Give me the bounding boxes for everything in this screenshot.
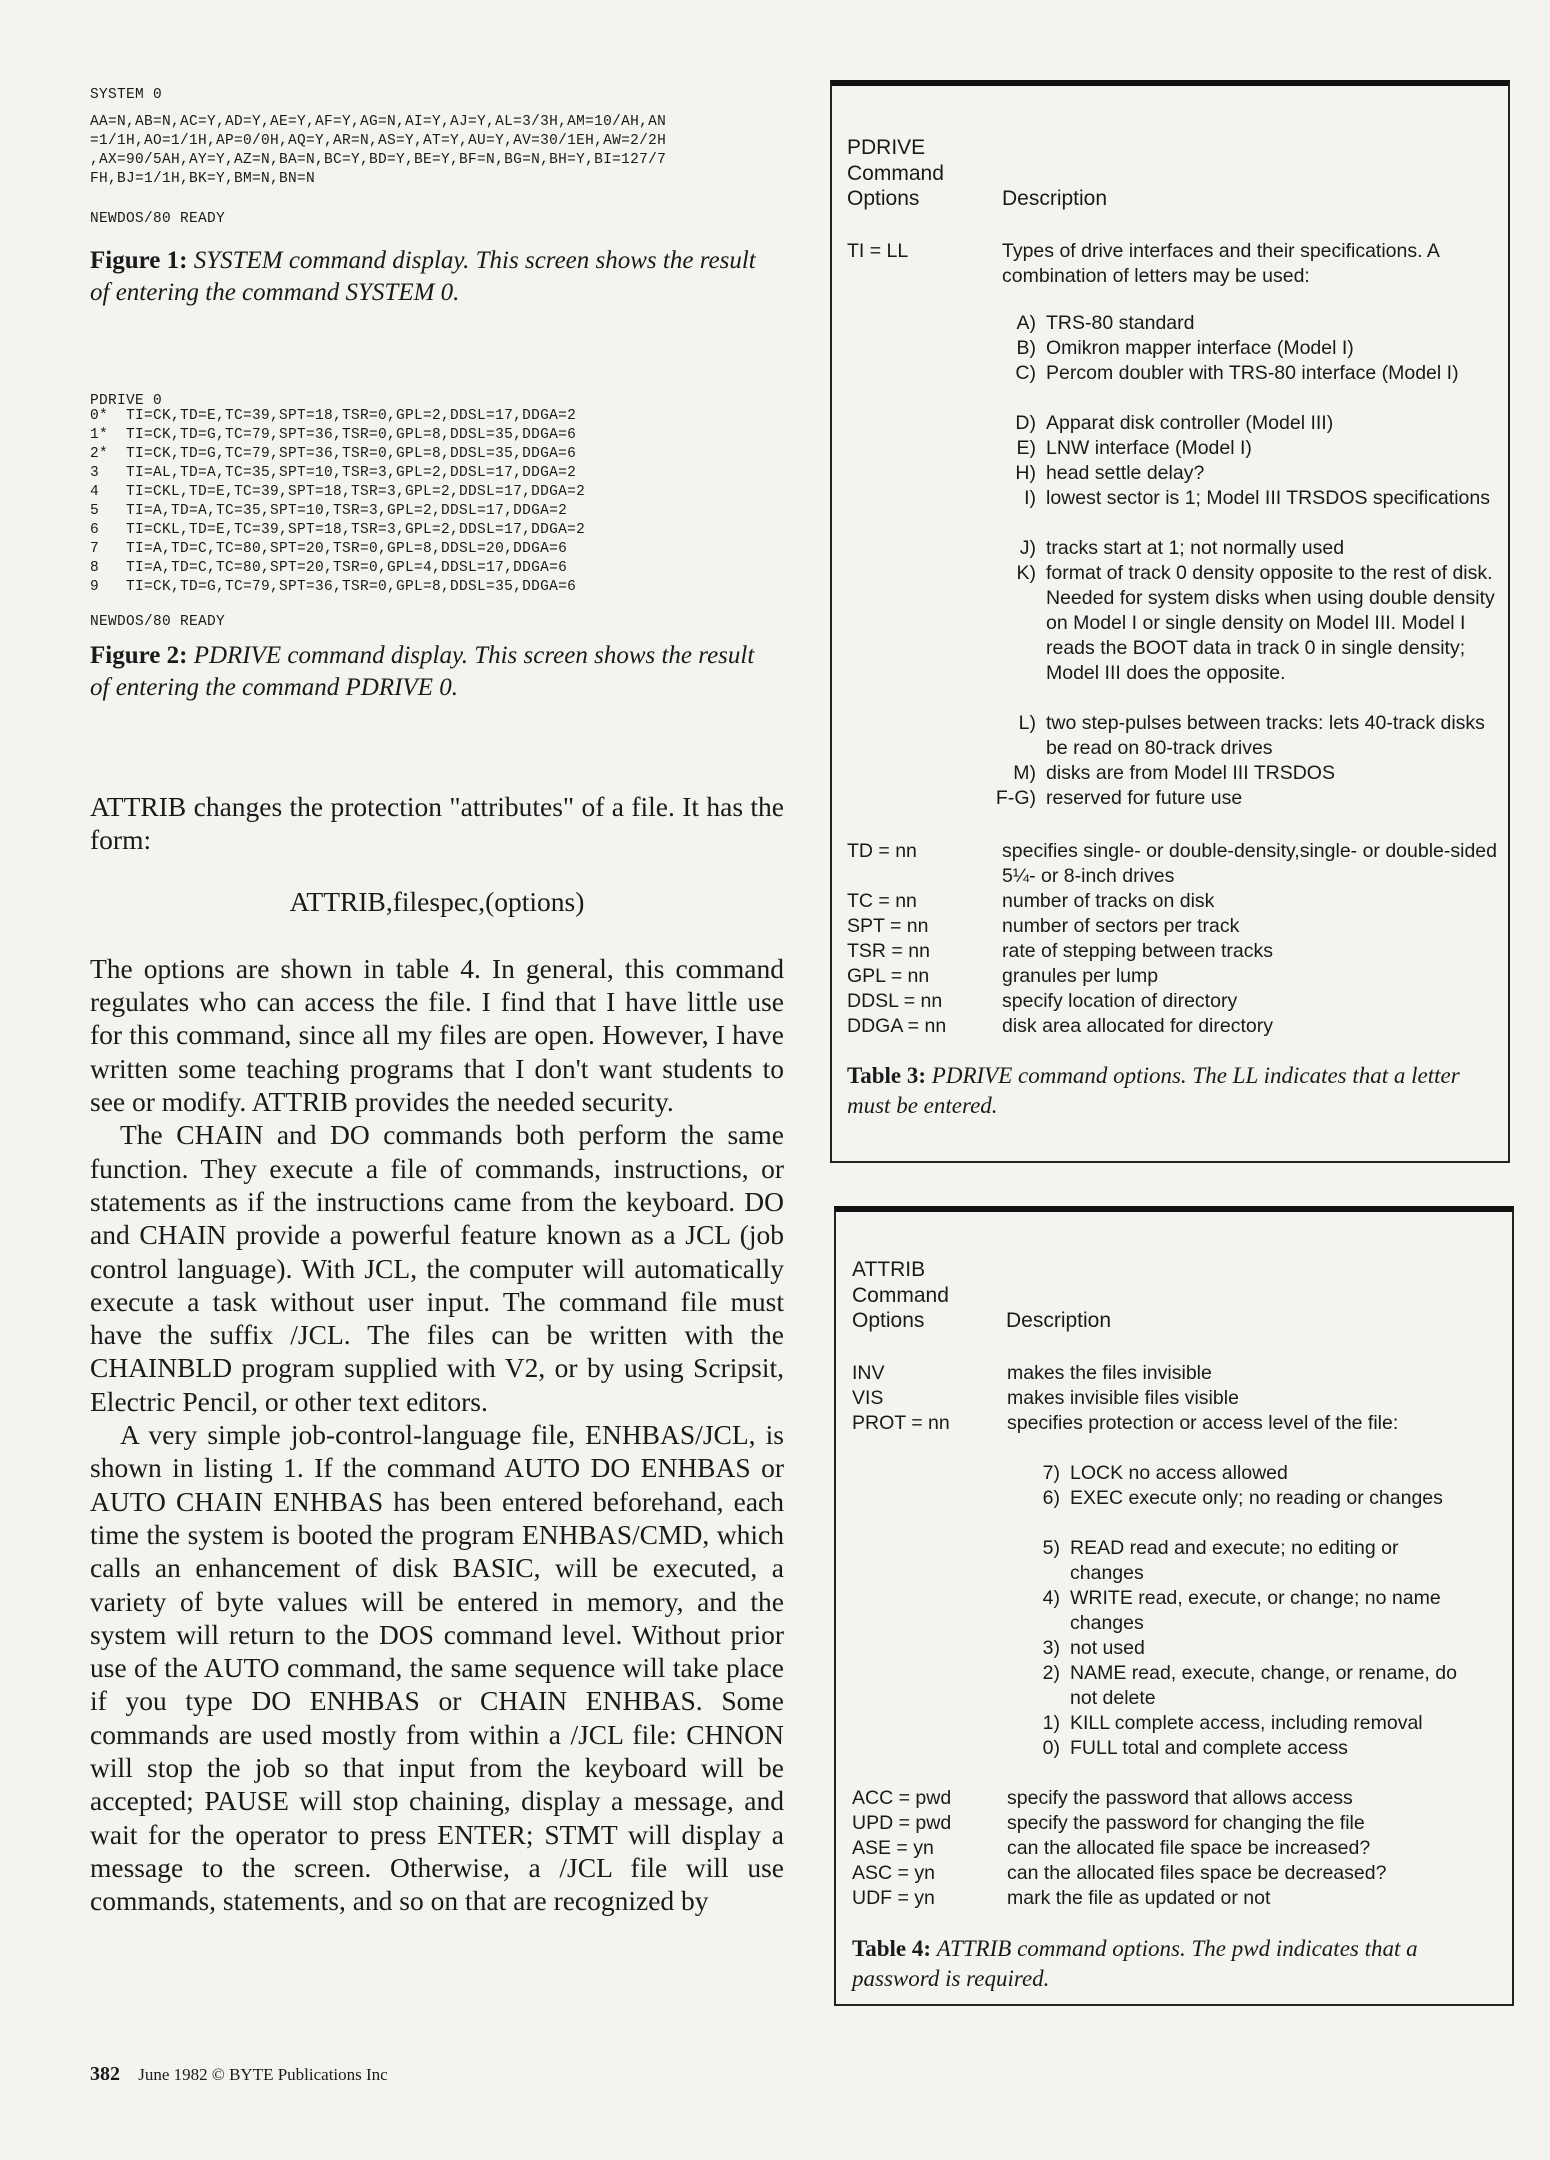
- caption-label: Figure 1:: [90, 247, 188, 274]
- caption-text: PDRIVE command options. The LL indicates that a letter must be entered.: [847, 1063, 1460, 1118]
- letter-desc: Omikron mapper interface (Model I): [1046, 337, 1354, 359]
- letter-key: L): [1018, 712, 1036, 734]
- screen-line: 9 TI=CK,TD=G,TC=79,SPT=36,TSR=0,GPL=8,DDSL=35,DDGA=6: [90, 579, 577, 595]
- caption-label: Table 3:: [847, 1063, 927, 1088]
- screen-line: 0* TI=CK,TD=E,TC=39,SPT=18,TSR=0,GPL=2,DDSL=17,DDGA=2: [90, 408, 577, 424]
- table3-description-header: Description: [1002, 187, 1108, 210]
- level-key: 0): [1042, 1737, 1060, 1759]
- letter-key: I): [1024, 487, 1036, 509]
- option-key: SPT = nn: [847, 915, 929, 937]
- level-desc: KILL complete access, including removal: [1070, 1712, 1423, 1734]
- letter-desc: two step-pulses between tracks: lets 40-track disks be read on 80-track drives: [1046, 712, 1485, 759]
- figure2-screen-output: [90, 407, 585, 597]
- paragraph: The CHAIN and DO commands both perform the same function. They execute a file of commands, instructions, or statements as if the instructions came from the keyboard. DO and CHAIN provide a powerful feature known as a JCL (job control language). With JCL, the computer will automatically execute a task without user input. The command file must have the suffix /JCL. The files can be written with the CHAINBLD program supplied with V2, or by using Scripsit, Electric Pencil, or other text editors.: [90, 1119, 784, 1417]
- letter-desc: TRS-80 standard: [1046, 312, 1195, 334]
- letter-desc: Apparat disk controller (Model III): [1046, 412, 1334, 434]
- caption-text: PDRIVE command display. This screen shows the result of entering the command PDRIVE 0.: [90, 642, 755, 701]
- screen-line: 7 TI=A,TD=C,TC=80,SPT=20,TSR=0,GPL=8,DDSL=20,DDGA=6: [90, 541, 568, 557]
- caption-text: ATTRIB command options. The pwd indicates that a password is required.: [852, 1936, 1418, 1991]
- figure1-screen-output: [90, 113, 666, 189]
- letter-desc: LNW interface (Model I): [1046, 437, 1252, 459]
- heading-line: Command: [852, 1283, 949, 1307]
- letter-key: F-G): [995, 787, 1036, 809]
- letter-key: K): [1016, 562, 1036, 584]
- heading-line: PDRIVE: [847, 136, 926, 159]
- option-key: UDF = yn: [852, 1887, 935, 1909]
- level-key: 5): [1042, 1537, 1060, 1559]
- heading-line: Options: [852, 1309, 925, 1332]
- option-desc: specifies protection or access level of the file:: [1007, 1412, 1399, 1434]
- level-desc: LOCK no access allowed: [1070, 1462, 1288, 1484]
- paragraph: The options are shown in table 4. In general, this command regulates who can access the file. I find that I have little use for this command, since all my files are open. However, I have written some teaching programs that I don't want students to see or modify. ATTRIB provides the needed security.: [90, 952, 784, 1118]
- figure2-screen-title: PDRIVE 0: [90, 393, 163, 409]
- option-key: GPL = nn: [847, 965, 930, 987]
- caption-label: Figure 2:: [90, 642, 188, 669]
- screen-line: FH,BJ=1/1H,BK=Y,BM=N,BN=N: [90, 171, 316, 187]
- figure1-ready-prompt: NEWDOS/80 READY: [90, 211, 226, 227]
- letter-key: M): [1013, 762, 1036, 784]
- option-key: TD = nn: [847, 840, 917, 862]
- heading-line: Options: [847, 187, 920, 210]
- option-desc: disk area allocated for directory: [1002, 1015, 1273, 1037]
- letter-desc: lowest sector is 1; Model III TRSDOS specifications: [1046, 487, 1490, 509]
- figure1-screen-title: SYSTEM 0: [90, 87, 163, 103]
- level-key: 1): [1042, 1712, 1060, 1734]
- figure2-caption: [90, 640, 778, 704]
- level-desc: not used: [1070, 1637, 1145, 1659]
- screen-line: 4 TI=CKL,TD=E,TC=39,SPT=18,TSR=3,GPL=2,DDSL=17,DDGA=2: [90, 484, 586, 500]
- option-desc: can the allocated file space be increased?: [1007, 1837, 1371, 1859]
- option-key: VIS: [852, 1387, 884, 1409]
- level-key: 2): [1042, 1662, 1060, 1684]
- screen-line: 5 TI=A,TD=A,TC=35,SPT=10,TSR=3,GPL=2,DDSL=17,DDGA=2: [90, 503, 568, 519]
- level-key: 7): [1042, 1462, 1060, 1484]
- option-desc: specify location of directory: [1002, 990, 1238, 1012]
- screen-line: ,AX=90/5AH,AY=Y,AZ=N,BA=N,BC=Y,BD=Y,BE=Y,BF=N,BG=N,BH=Y,BI=127/7: [90, 152, 667, 168]
- table4-box: [834, 1206, 1514, 2006]
- option-desc: granules per lump: [1002, 965, 1159, 987]
- option-key: ACC = pwd: [852, 1787, 952, 1809]
- option-key: DDSL = nn: [847, 990, 943, 1012]
- option-desc: number of sectors per track: [1002, 915, 1240, 937]
- option-desc: Types of drive interfaces and their specifications. A combination of letters may be used:: [1002, 240, 1439, 287]
- level-desc: READ read and execute; no editing or changes: [1070, 1537, 1399, 1584]
- option-key: TC = nn: [847, 890, 917, 912]
- option-desc: mark the file as updated or not: [1007, 1887, 1271, 1909]
- level-key: 3): [1042, 1637, 1060, 1659]
- screen-line: 3 TI=AL,TD=A,TC=35,SPT=10,TSR=3,GPL=2,DDSL=17,DDGA=2: [90, 465, 577, 481]
- table4-heading: [852, 1257, 949, 1334]
- screen-line: AA=N,AB=N,AC=Y,AD=Y,AE=Y,AF=Y,AG=N,AI=Y,AJ=Y,AL=3/3H,AM=10/AH,AN: [90, 114, 667, 130]
- letter-key: A): [1016, 312, 1036, 334]
- caption-label: Table 4:: [852, 1936, 932, 1961]
- letter-key: J): [1019, 537, 1036, 559]
- footer-text: June 1982 © BYTE Publications Inc: [138, 2065, 388, 2084]
- letter-key: H): [1015, 462, 1036, 484]
- paragraph: ATTRIB changes the protection "attributes" of a file. It has the form:: [90, 791, 784, 856]
- table3-caption: [847, 1061, 1487, 1121]
- option-key: ASE = yn: [852, 1837, 934, 1859]
- heading-line: ATTRIB: [852, 1258, 926, 1281]
- option-key: TSR = nn: [847, 940, 930, 962]
- heading-line: Command: [847, 161, 944, 185]
- screen-line: 1* TI=CK,TD=G,TC=79,SPT=36,TSR=0,GPL=8,DDSL=35,DDGA=6: [90, 427, 577, 443]
- option-desc: makes the files invisible: [1007, 1362, 1212, 1384]
- table3-box: [830, 80, 1510, 1163]
- option-desc: rate of stepping between tracks: [1002, 940, 1273, 962]
- table4-description-header: Description: [1006, 1309, 1112, 1332]
- letter-desc: reserved for future use: [1046, 787, 1243, 809]
- option-desc: number of tracks on disk: [1002, 890, 1215, 912]
- screen-line: 8 TI=A,TD=C,TC=80,SPT=20,TSR=0,GPL=4,DDSL=17,DDGA=6: [90, 560, 568, 576]
- caption-text: SYSTEM command display. This screen shows the result of entering the command SYSTEM 0.: [90, 247, 756, 306]
- option-key: PROT = nn: [852, 1412, 950, 1434]
- screen-line: 6 TI=CKL,TD=E,TC=39,SPT=18,TSR=3,GPL=2,DDSL=17,DDGA=2: [90, 522, 586, 538]
- letter-key: C): [1015, 362, 1036, 384]
- letter-desc: format of track 0 density opposite to the rest of disk. Needed for system disks when using double density on Model I or single density on Model III. Model I reads the BOOT data in track 0 in single density; Model III does the opposite.: [1046, 562, 1495, 684]
- letter-desc: Percom doubler with TRS-80 interface (Model I): [1046, 362, 1459, 384]
- option-desc: specify the password that allows access: [1007, 1787, 1353, 1809]
- table3-heading: [847, 135, 944, 212]
- command-form: ATTRIB,filespec,(options): [289, 885, 585, 917]
- option-key: UPD = pwd: [852, 1812, 952, 1834]
- figure2-ready-prompt: NEWDOS/80 READY: [90, 614, 226, 630]
- page-footer: [90, 2063, 388, 2086]
- option-desc: specifies single- or double-density,single- or double-sided 5¼- or 8-inch drives: [1002, 840, 1497, 887]
- level-desc: EXEC execute only; no reading or changes: [1070, 1487, 1443, 1509]
- option-key: INV: [852, 1362, 885, 1384]
- screen-line: =1/1H,AO=1/1H,AP=0/0H,AQ=Y,AR=N,AS=Y,AT=Y,AU=Y,AV=30/1EH,AW=2/2H: [90, 133, 667, 149]
- level-key: 6): [1042, 1487, 1060, 1509]
- screen-line: 2* TI=CK,TD=G,TC=79,SPT=36,TSR=0,GPL=8,DDSL=35,DDGA=6: [90, 446, 577, 462]
- letter-desc: disks are from Model III TRSDOS: [1046, 762, 1335, 784]
- letter-desc: tracks start at 1; not normally used: [1046, 537, 1345, 559]
- paragraph: A very simple job-control-language file, ENHBAS/JCL, is shown in listing 1. If the command AUTO DO ENHBAS or AUTO CHAIN ENHBAS has been entered beforehand, each time the system is booted the program ENHBAS/CMD, which calls an enhancement of disk BASIC, will be executed, a variety of byte values will be entered in memory, and the system will return to the DOS command level. Without prior use of the AUTO command, the same sequence will take place if you type DO ENHBAS or CHAIN ENHBAS. Some commands are used mostly from within a /JCL file: CHNON will stop the job so that input from the keyboard will be accepted; PAUSE will stop chaining, display a message, and wait for the operator to press ENTER; STMT will display a message to the screen. Otherwise, a /JCL file will use commands, statements, and so on that are recognized by: [90, 1419, 784, 1917]
- table4-caption: [852, 1934, 1492, 1994]
- option-key: TI = LL: [847, 240, 909, 262]
- option-key: ASC = yn: [852, 1862, 935, 1884]
- option-key: DDGA = nn: [847, 1015, 947, 1037]
- letter-key: E): [1016, 437, 1036, 459]
- option-desc: can the allocated files space be decreased?: [1007, 1862, 1387, 1884]
- figure1-caption: [90, 245, 778, 309]
- letter-key: D): [1015, 412, 1036, 434]
- page-number: 382: [90, 2063, 120, 2085]
- letter-key: B): [1016, 337, 1036, 359]
- level-desc: WRITE read, execute, or change; no name changes: [1070, 1587, 1441, 1634]
- option-desc: makes invisible files visible: [1007, 1387, 1239, 1409]
- level-key: 4): [1042, 1587, 1060, 1609]
- level-desc: FULL total and complete access: [1070, 1737, 1348, 1759]
- option-desc: specify the password for changing the file: [1007, 1812, 1365, 1834]
- letter-desc: head settle delay?: [1046, 462, 1205, 484]
- level-desc: NAME read, execute, change, or rename, do not delete: [1070, 1662, 1457, 1709]
- article-body: [90, 790, 784, 1918]
